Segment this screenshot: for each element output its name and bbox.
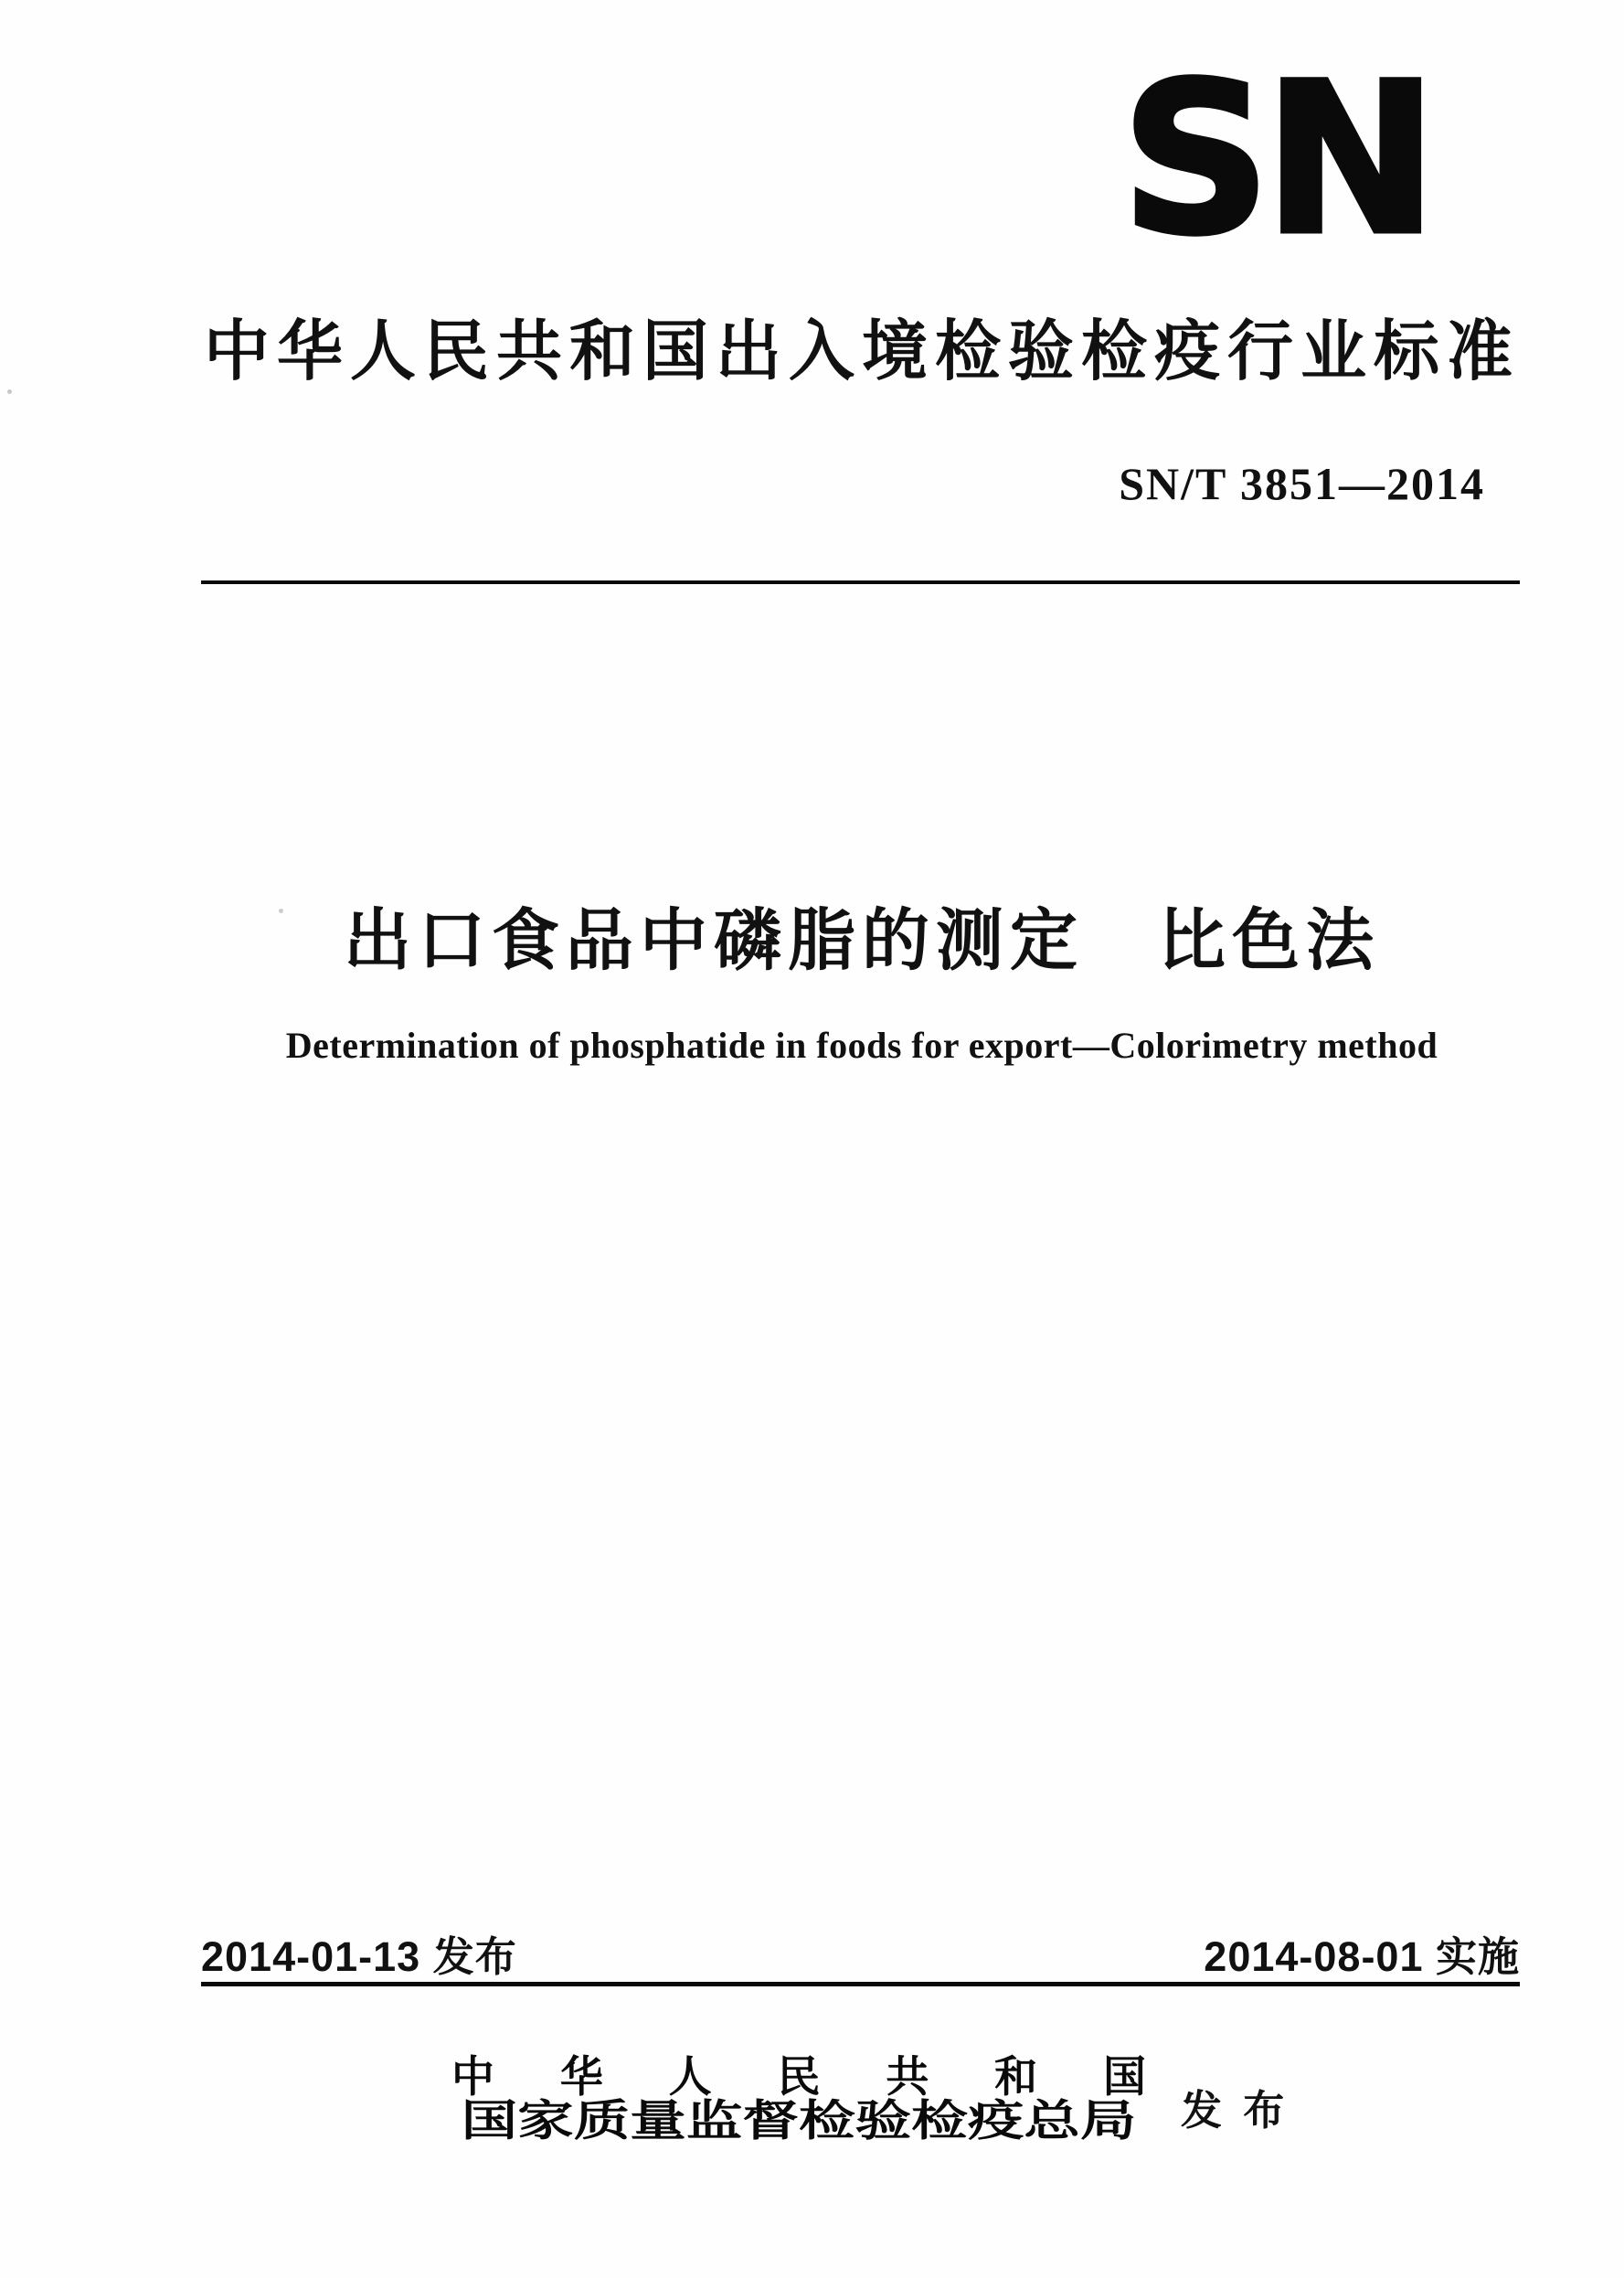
release-label: 发 布 [1181, 2088, 1290, 2134]
publisher-char: 国 [1102, 2054, 1146, 2102]
implementation-date: 2014-08-01 实施 [1204, 1933, 1520, 1980]
publisher-char: 人 [668, 2054, 712, 2102]
standard-number: SN/T 3851—2014 [1119, 458, 1485, 509]
scan-speck [279, 909, 283, 913]
publisher-block [451, 2054, 1146, 2145]
document-title-chinese: 出口食品中磷脂的测定 比色法 [344, 902, 1380, 978]
publisher-name-text: 国家质量监督检验检疫总局 [461, 2098, 1137, 2145]
sn-logo: SN [1120, 37, 1431, 281]
footer-divider [201, 1982, 1520, 1986]
date-strip [201, 1923, 1520, 1983]
standard-category-title: 中华人民共和国出入境检验检疫行业标准 [203, 315, 1520, 389]
publisher-name-line1 [451, 2054, 1146, 2102]
publisher-char: 和 [994, 2054, 1038, 2102]
header-divider [201, 580, 1520, 584]
publisher-name-line2 [451, 2098, 1146, 2145]
publisher-char: 共 [886, 2054, 929, 2102]
publisher-char: 华 [559, 2054, 603, 2102]
publisher-char: 民 [777, 2054, 821, 2102]
publisher-char: 中 [451, 2054, 494, 2102]
issue-date: 2014-01-13 发布 [201, 1933, 517, 1980]
document-title-english: Determination of phosphatide in foods for export—Colorimetry method [285, 1025, 1438, 1066]
scan-speck [7, 389, 12, 394]
